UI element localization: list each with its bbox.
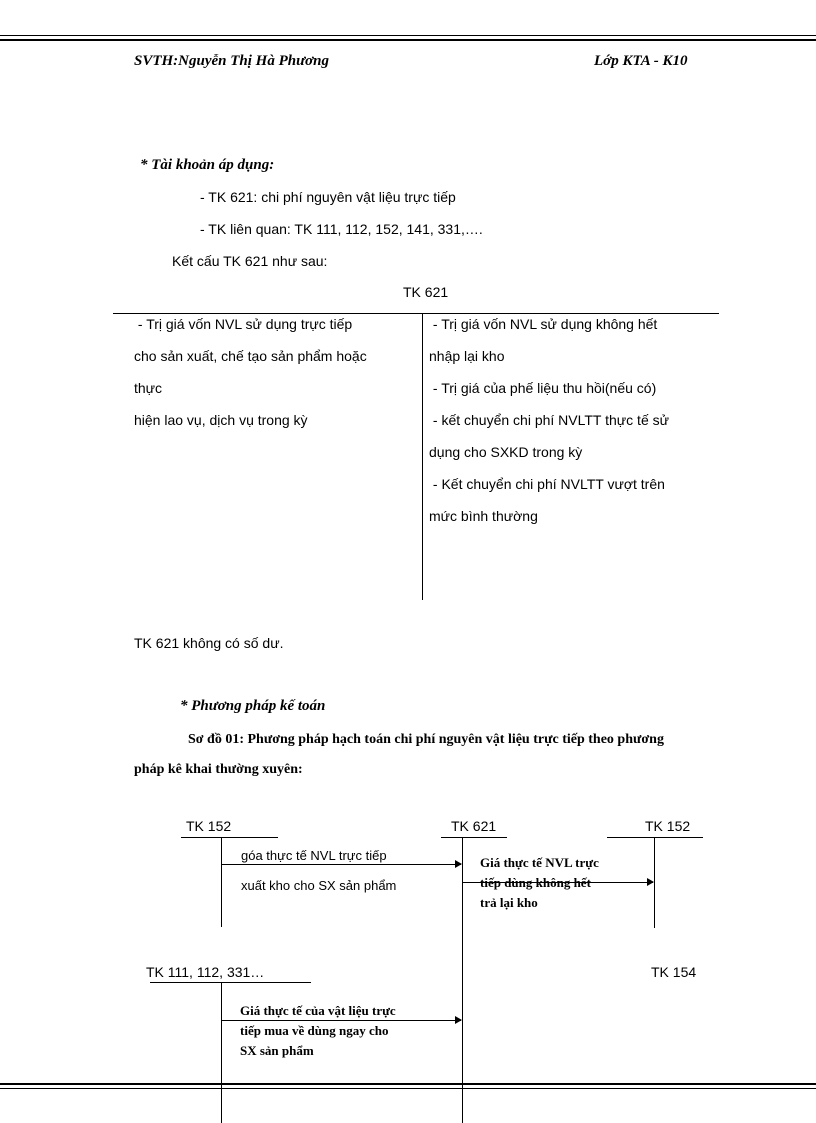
debit-line: cho sản xuất, chế tạo sản phẩm hoặc <box>134 348 367 364</box>
tk152-left-line <box>181 837 278 838</box>
credit-line: - Trị giá vốn NVL sử dụng không hết <box>429 316 658 332</box>
flow2-line1: Giá thực tế NVL trực <box>480 855 599 870</box>
tk154-label: TK 154 <box>651 964 697 980</box>
debit-line: thực <box>134 380 163 396</box>
tk152-right-axis <box>654 837 655 928</box>
accounts-heading: * Tài khoản áp dụng: <box>140 157 275 173</box>
header-class: Lớp KTA - K10 <box>594 53 688 69</box>
account-item-related: - TK liên quan: TK 111, 112, 152, 141, 331,…. <box>200 221 483 237</box>
top-border-line-1 <box>0 35 816 36</box>
flow1-arrow <box>221 864 461 865</box>
tk621-axis <box>462 837 463 1123</box>
header-author: SVTH:Nguyễn Thị Hà Phương <box>134 53 329 69</box>
tk111-label: TK 111, 112, 331… <box>146 964 265 980</box>
flow3-line2: tiếp mua về dùng ngay cho <box>240 1023 389 1038</box>
top-border-line-2 <box>0 39 816 41</box>
tk152-right-label: TK 152 <box>645 818 691 834</box>
structure-intro: Kết cấu TK 621 như sau: <box>172 253 328 269</box>
credit-line: nhập lại kho <box>429 348 505 364</box>
debit-line: hiện lao vụ, dịch vụ trong kỳ <box>134 412 308 428</box>
flow2-line2: tiếp dùng không hết <box>480 875 591 890</box>
tk152-right-line <box>607 837 703 838</box>
debit-line: - Trị giá vốn NVL sử dụng trực tiếp <box>134 316 353 332</box>
tk111-line <box>150 982 311 983</box>
bottom-border-line-2 <box>0 1088 816 1089</box>
balance-note: TK 621 không có số dư. <box>134 635 284 651</box>
credit-line: - kết chuyển chi phí NVLTT thực tế sử <box>429 412 669 428</box>
flow3-line1: Giá thực tế của vật liệu trực <box>240 1003 396 1018</box>
flow1-line1: góa thực tế NVL trực tiếp <box>241 848 387 863</box>
tk152-left-axis <box>221 837 222 927</box>
method-heading: * Phương pháp kế toán <box>180 698 326 714</box>
flow2-arrow <box>462 882 653 883</box>
flow2-line3: trả lại kho <box>480 895 538 910</box>
account-item-621: - TK 621: chi phí nguyên vật liệu trực tiếp <box>200 189 456 205</box>
flow3-line3: SX sản phẩm <box>240 1043 314 1058</box>
credit-line: mức bình thường <box>429 508 538 524</box>
diagram-caption-line1: Sơ đồ 01: Phương pháp hạch toán chi phí nguyên vật liệu trực tiếp theo phương <box>188 732 664 747</box>
credit-line: dụng cho SXKD trong kỳ <box>429 444 583 460</box>
tk152-left-label: TK 152 <box>186 818 232 834</box>
tk111-axis <box>221 982 222 1123</box>
t-account-top-line <box>113 313 719 314</box>
tk621-line <box>441 837 507 838</box>
t-account-title: TK 621 <box>403 284 449 300</box>
diagram-caption-line2: pháp kê khai thường xuyên: <box>134 762 303 777</box>
tk621-label: TK 621 <box>451 818 497 834</box>
t-account-divider <box>422 313 423 600</box>
credit-line: - Kết chuyển chi phí NVLTT vượt trên <box>429 476 665 492</box>
credit-line: - Trị giá của phế liệu thu hồi(nếu có) <box>429 380 657 396</box>
flow1-line2: xuất kho cho SX sản phẩm <box>241 878 397 893</box>
bottom-border-line-1 <box>0 1083 816 1085</box>
flow3-arrow <box>221 1020 461 1021</box>
